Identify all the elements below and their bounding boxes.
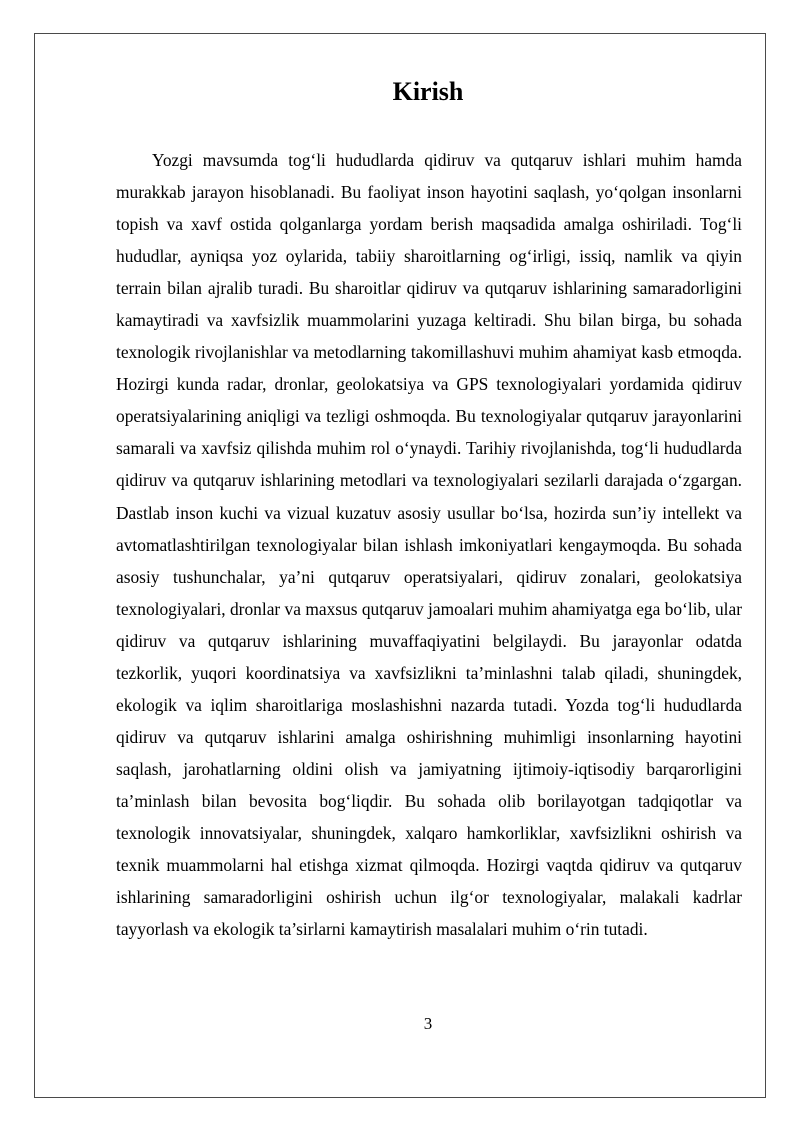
page-title: Kirish: [392, 77, 464, 106]
body-paragraph: Yozgi mavsumda tog‘li hududlarda qidiruv va qutqaruv ishlari muhim hamda murakkab jarayon hisoblanadi. Bu faoliyat inson hayotini saqlash, yo‘qolgan insonlarni topish va xavf ostida qolganlarga yordam berish maqsadida amalga oshiriladi. Tog‘li hududlar, ayniqsa yoz oylarida, tabiiy sharoitlarning og‘irligi, issiq, namlik va qiyin terrain bilan ajralib turadi. Bu sharoitlar qidiruv va qutqaruv ishlarining samaradorligini kamaytiradi va xavfsizlik muammolarini yuzaga keltiradi. Shu bilan birga, bu sohada texnologik rivojlanishlar va metodlarning takomillashuvi muhim ahamiyat kasb etmoqda. Hozirgi kunda radar, dronlar, geolokatsiya va GPS texnologiyalari yordamida qidiruv operatsiyalarining aniqligi va tezligi oshmoqda. Bu texnologiyalar qutqaruv jarayonlarini samarali va xavfsiz qilishda muhim rol o‘ynaydi. Tarihiy rivojlanishda, tog‘li hududlarda qidiruv va qutqaruv ishlarining metodlari va texnologiyalari sezilarli darajada o‘zgargan. Dastlab inson kuchi va vizual kuzatuv asosiy usullar bo‘lsa, hozirda sun’iy intellekt va avtomatlashtirilgan texnologiyalar bilan ishlash imkoniyatlari kengaymoqda. Bu sohada asosiy tushunchalar, ya’ni qutqaruv operatsiyalari, qidiruv zonalari, geolokatsiya texnologiyalari, dronlar va maxsus qutqaruv jamoalari muhim ahamiyatga ega bo‘lib, ular qidiruv va qutqaruv ishlarining muvaffaqiyatini belgilaydi. Bu jarayonlar odatda tezkorlik, yuqori koordinatsiya va xavfsizlikni ta’minlashni talab qiladi, shuningdek, ekologik va iqlim sharoitlariga moslashishni nazarda tutadi. Yozda tog‘li hududlarda qidiruv va qutqaruv ishlarini amalga oshirishning muhimligi insonlarning hayotini saqlash, jarohatlarning oldini olish va jamiyatning ijtimoiy-iqtisodiy barqarorligini ta’minlash bilan bevosita bog‘liqdir. Bu sohada olib borilayotgan tadqiqotlar va texnologik innovatsiyalar, shuningdek, xalqaro hamkorliklar, xavfsizlikni oshirish va texnik muammolarni hal etishga xizmat qilmoqda. Hozirgi vaqtda qidiruv va qutqaruv ishlarining samaradorligini oshirish uchun ilg‘or texnologiyalar, malakali kadrlar tayyorlash va ekologik ta’sirlarni kamaytirish masalalari muhim o‘rin tutadi.: [116, 150, 742, 940]
page-number: 3: [423, 1014, 433, 1033]
